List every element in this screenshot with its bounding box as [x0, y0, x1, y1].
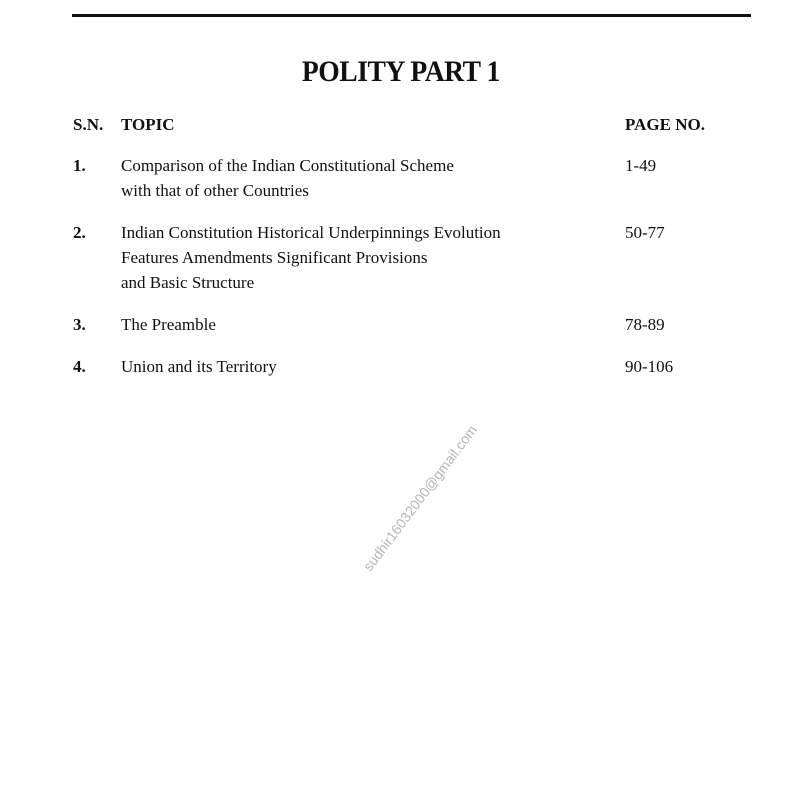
column-header-topic: TOPIC: [121, 115, 175, 134]
column-header-page-no: PAGE NO.: [625, 115, 705, 134]
email-watermark: sudhir16032000@gmail.com: [359, 421, 481, 575]
top-horizontal-rule: [72, 14, 751, 17]
toc-topic-line: with that of other Countries: [121, 181, 309, 200]
toc-row-topic: [121, 153, 601, 203]
toc-row-number: 2.: [73, 223, 86, 242]
toc-topic-line: Comparison of the Indian Constitutional Scheme: [121, 156, 454, 175]
toc-row-topic: [121, 354, 601, 379]
toc-topic-line: The Preamble: [121, 315, 216, 334]
page-title: POLITY PART 1: [301, 55, 500, 88]
toc-row-pages: 1-49: [625, 156, 657, 175]
toc-topic-line: Features Amendments Significant Provisions: [121, 248, 428, 267]
toc-topic-line: and Basic Structure: [121, 273, 255, 292]
toc-topic-line: Indian Constitution Historical Underpinnings Evolution: [121, 223, 501, 242]
toc-row-topic: [121, 220, 601, 295]
toc-row-pages: 90-106: [625, 357, 674, 376]
column-header-sn: S.N.: [73, 115, 104, 134]
toc-row-number: 3.: [73, 315, 86, 334]
toc-row-number: 1.: [73, 156, 86, 175]
toc-row-pages: 50-77: [625, 223, 665, 242]
toc-topic-line: Union and its Territory: [121, 357, 277, 376]
toc-row-pages: 78-89: [625, 315, 665, 334]
toc-row-topic: [121, 312, 601, 337]
toc-row-number: 4.: [73, 357, 86, 376]
